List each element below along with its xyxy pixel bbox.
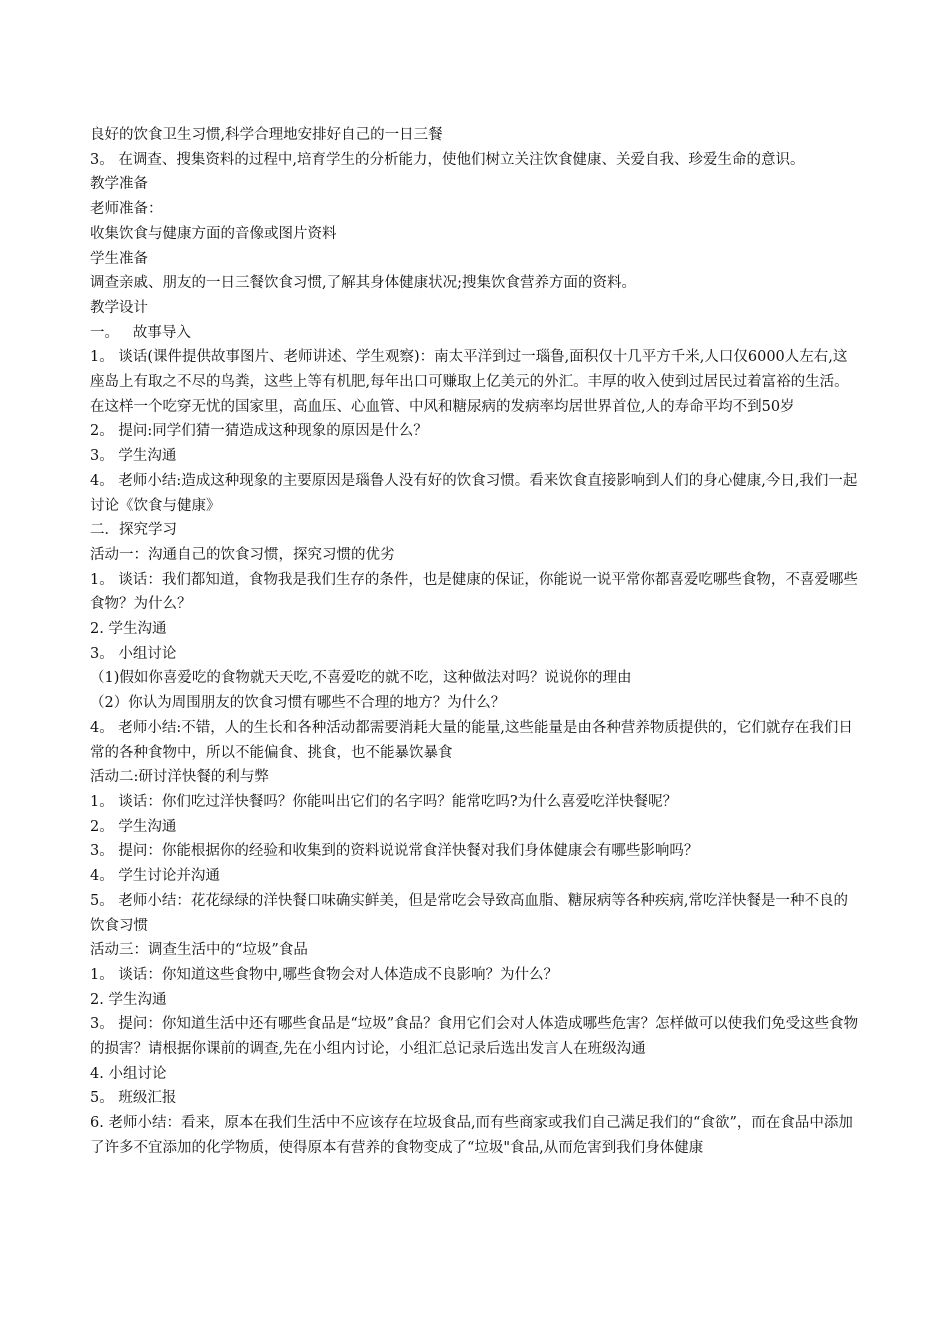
text-line: 3。 小组讨论 bbox=[90, 645, 177, 662]
text-line: （1)假如你喜爱吃的食物就天天吃,不喜爱吃的就不吃，这种做法对吗？说说你的理由 bbox=[90, 670, 632, 687]
text-line: 4。 老师小结:不错，人的生长和各种活动都需要消耗大量的能量,这些能量是由各种营养物质提供的，它们就存在我们日常的各种食物中，所以不能偏食、挑食，也不能暴饮暴食 bbox=[90, 719, 853, 761]
section-heading: 一。 故事导入 bbox=[90, 324, 191, 341]
document-body bbox=[90, 123, 860, 1161]
text-line: 2. 学生沟通 bbox=[90, 991, 167, 1008]
text-line: 2. 学生沟通 bbox=[90, 621, 167, 638]
text-line: 5。 老师小结：花花绿绿的洋快餐口味确实鲜美，但是常吃会导致高血脂、糖尿病等各种疾病,常吃洋快餐是一种不良的饮食习惯 bbox=[90, 892, 848, 934]
activity-heading: 活动二:研讨洋快餐的利与弊 bbox=[90, 769, 269, 786]
subsection-heading: 学生准备 bbox=[90, 250, 148, 267]
text-line: 4。 老师小结:造成这种现象的主要原因是瑙鲁人没有好的饮食习惯。看来饮食直接影响到人们的身心健康,今日,我们一起讨论《饮食与健康》 bbox=[90, 472, 858, 514]
text-line: 6. 老师小结：看来，原本在我们生活中不应该存在垃圾食品,而有些商家或我们自己满足我们的“食欲”，而在食品中添加了许多不宜添加的化学物质，使得原本有营养的食物变成了“垃圾"食品,从而危害到我们身体健康 bbox=[90, 1115, 853, 1156]
text-line: 1。 谈话(课件提供故事图片、老师讲述、学生观察)：南太平洋到过一瑙鲁,面积仅十几平方千米,人口仅6000人左右,这座岛上有取之不尽的鸟粪，这些上等有机肥,每年出口可赚取上亿美元的外汇。丰厚的收入使到过居民过着富裕的生活。在这样一个吃穿无忧的国家里，高血压、心血管、中风和糖尿病的发病率均居世界首位,人的寿命平均不到50岁 bbox=[90, 349, 849, 415]
text-line: 1。 谈话：你们吃过洋快餐吗？你能叫出它们的名字吗？能常吃吗?为什么喜爱吃洋快餐呢？ bbox=[90, 793, 678, 810]
section-heading: 教学准备 bbox=[90, 176, 148, 193]
section-heading: 教学设计 bbox=[90, 299, 148, 316]
section-heading: 二．探究学习 bbox=[90, 522, 177, 539]
text-line: （2）你认为周围朋友的饮食习惯有哪些不合理的地方？为什么？ bbox=[90, 695, 506, 712]
text-line: 1。 谈话：我们都知道，食物我是我们生存的条件，也是健康的保证，你能说一说平常你都喜爱吃哪些食物，不喜爱哪些食物？为什么？ bbox=[90, 571, 858, 613]
text-line: 4。 学生讨论并沟通 bbox=[90, 868, 220, 885]
text-line: 2。 学生沟通 bbox=[90, 818, 177, 835]
text-line: 3。 学生沟通 bbox=[90, 448, 177, 465]
text-line: 4. 小组讨论 bbox=[90, 1065, 167, 1082]
text-line: 良好的饮食卫生习惯,科学合理地安排好自己的一日三餐 bbox=[90, 127, 443, 143]
text-line: 5。 班级汇报 bbox=[90, 1090, 177, 1107]
activity-heading: 活动一：沟通自己的饮食习惯，探究习惯的优劣 bbox=[90, 546, 395, 563]
text-line: 调查亲戚、朋友的一日三餐饮食习惯,了解其身体健康状况;搜集饮食营养方面的资料。 bbox=[90, 275, 636, 292]
text-line: 3。 在调查、搜集资料的过程中,培育学生的分析能力，使他们树立关注饮食健康、关爱自我、珍爱生命的意识。 bbox=[90, 151, 805, 168]
text-line: 1。 谈话：你知道这些食物中,哪些食物会对人体造成不良影响？为什么？ bbox=[90, 966, 558, 983]
activity-heading: 活动三：调查生活中的“垃圾”食品 bbox=[90, 942, 308, 959]
text-line: 收集饮食与健康方面的音像或图片资料 bbox=[90, 225, 337, 242]
text-line: 3。 提问：你能根据你的经验和收集到的资料说说常食洋快餐对我们身体健康会有哪些影响吗？ bbox=[90, 843, 699, 860]
text-line: 3。 提问：你知道生活中还有哪些食品是“垃圾”食品？食用它们会对人体造成哪些危害？怎样做可以使我们免受这些食物的损害？请根据你课前的调查,先在小组内讨论，小组汇总记录后选出发言人在班级沟通 bbox=[90, 1016, 859, 1058]
subsection-heading: 老师准备： bbox=[90, 201, 163, 218]
text-line: 2。 提问:同学们猜一猜造成这种现象的原因是什么？ bbox=[90, 423, 428, 440]
